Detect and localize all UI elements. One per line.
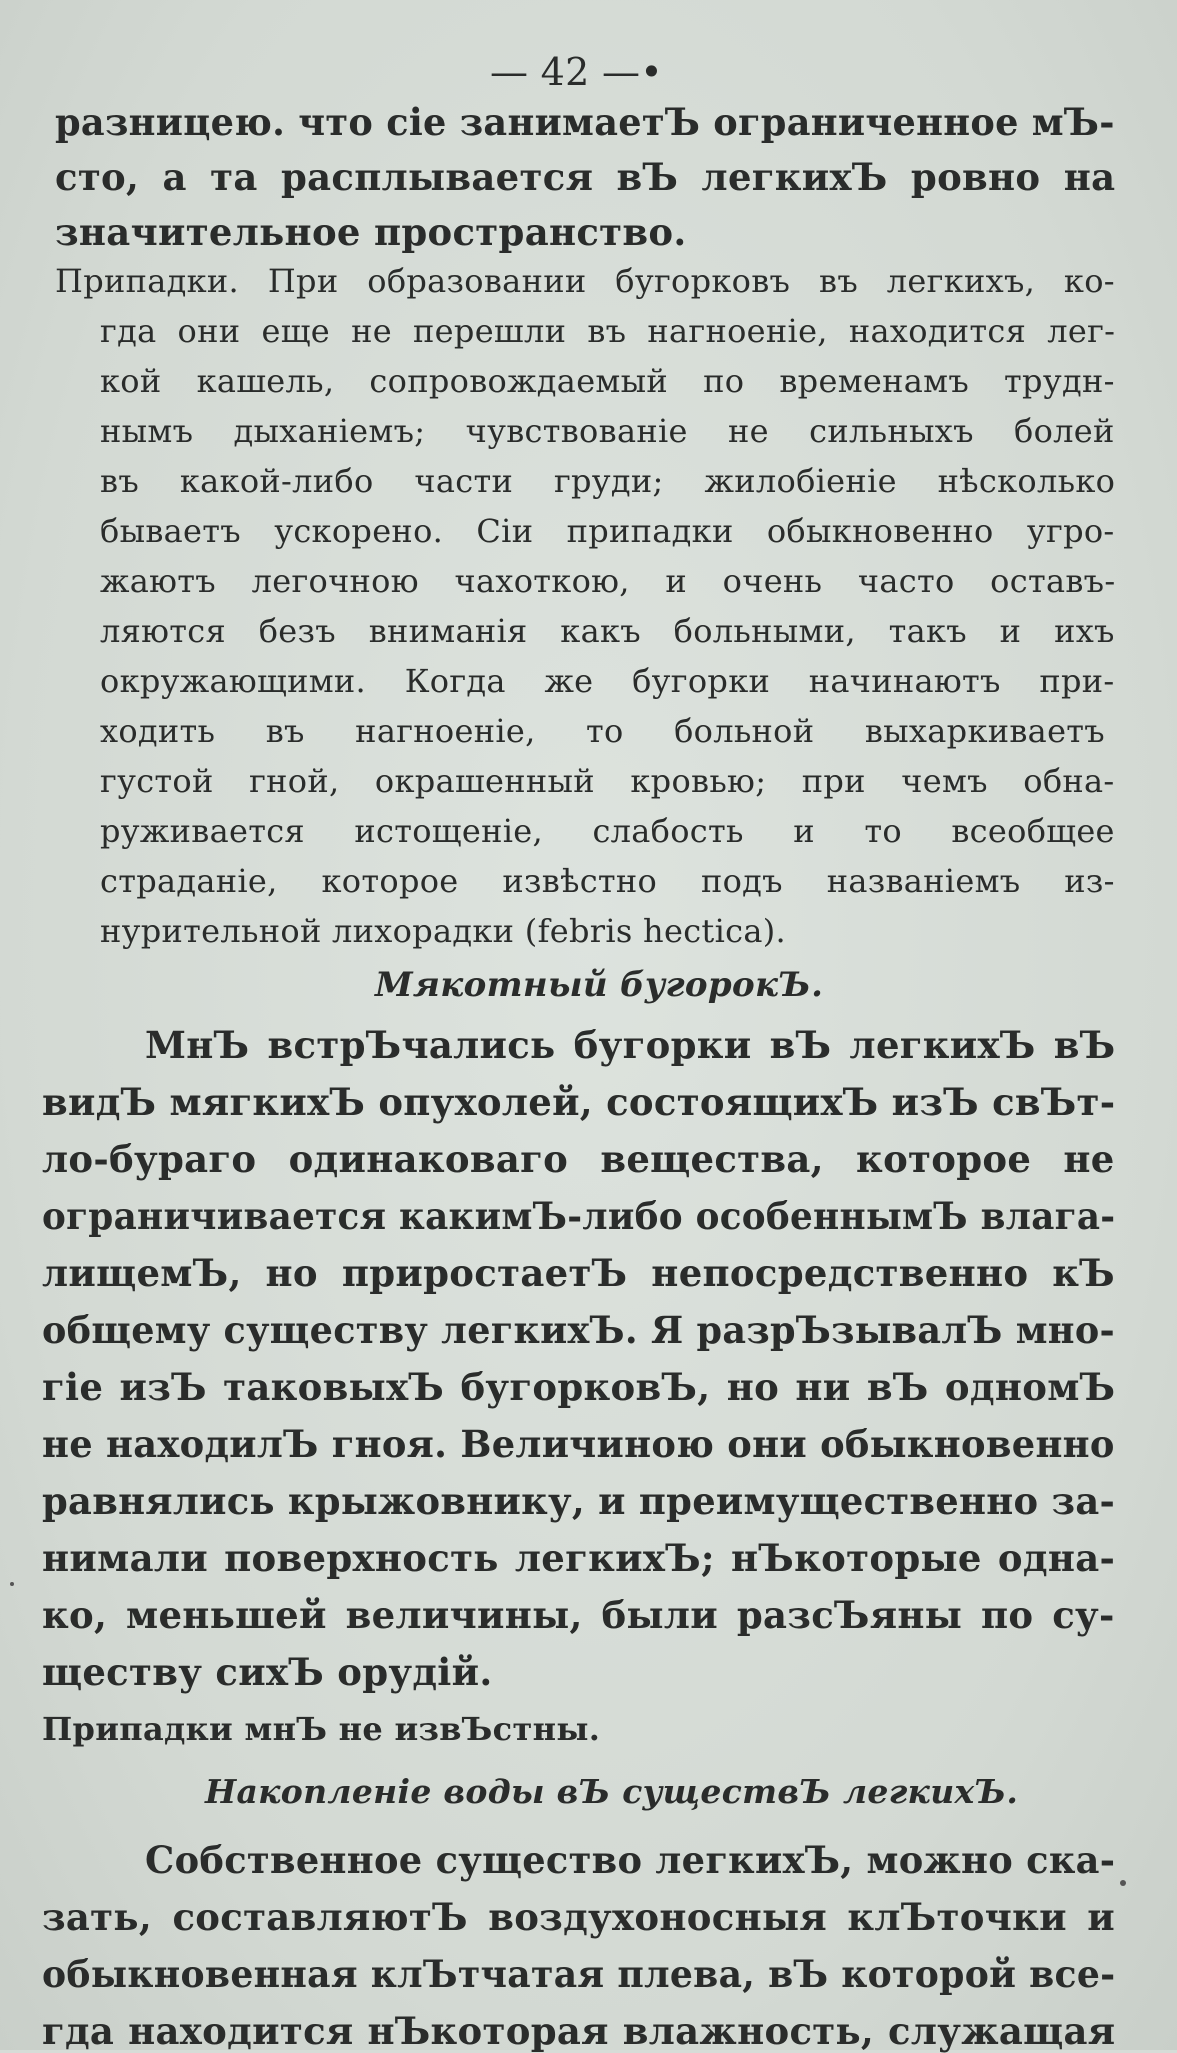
text-line: ограничивается какимЪ-либо особеннымЪ влага- bbox=[42, 1194, 1116, 1238]
text-line: обыкновенная клЪтчатая плева, вЪ которой все- bbox=[42, 1952, 1116, 1996]
text-line: гда находится нЪкоторая влажность, служащая bbox=[42, 2009, 1116, 2053]
text-line: равнялись крыжовнику, и преимущественно за- bbox=[42, 1479, 1116, 1523]
margin-speck bbox=[10, 1582, 14, 1586]
text-line: нымъ дыханіемъ; чувствованіе не сильныхъ болей bbox=[100, 412, 1115, 450]
text-line: жаютъ легочною чахоткою, и очень часто оставъ- bbox=[100, 562, 1116, 600]
text-line: Припадки. При образовании бугорковъ въ легкихъ, ко- bbox=[55, 262, 1115, 300]
text-line: ляются безъ вниманія какъ больными, такъ и ихъ bbox=[100, 612, 1115, 650]
text-line: Накопленіе воды вЪ существЪ легкихЪ. bbox=[205, 1772, 1019, 1811]
text-line: кой кашель, сопровождаемый по временамъ трудн- bbox=[100, 362, 1115, 400]
text-line: бываетъ ускорено. Сіи припадки обыкновенно угро- bbox=[100, 512, 1115, 550]
text-line: Мякотный бугорокЪ. bbox=[375, 965, 824, 1005]
text-line: не находилЪ гноя. Величиною они обыкновенно bbox=[42, 1422, 1115, 1466]
text-line: гіе изЪ таковыхЪ бугорковЪ, но ни вЪ одномЪ bbox=[42, 1365, 1116, 1409]
text-line: значительное пространство. bbox=[55, 210, 687, 254]
text-line: руживается истощеніе, слабость и то всеобщее bbox=[100, 812, 1115, 850]
text-line: общему существу легкихЪ. Я разрЪзывалЪ мно- bbox=[42, 1308, 1115, 1352]
text-line: страданіе, которое извѣстно подъ названіемъ из- bbox=[100, 862, 1115, 900]
page-number: — 42 —• bbox=[490, 50, 664, 94]
text-line: Собственное существо легкихЪ, можно ска- bbox=[145, 1838, 1116, 1882]
text-line: сто, а та расплывается вЪ легкихЪ ровно на bbox=[55, 155, 1116, 199]
margin-speck bbox=[1120, 1880, 1126, 1886]
text-line: зать, составляютЪ воздухоносныя клЪточки и bbox=[42, 1895, 1116, 1939]
text-line: лищемЪ, но приростаетЪ непосредственно кЪ bbox=[42, 1251, 1115, 1295]
text-line: окружающими. Когда же бугорки начинаютъ при- bbox=[100, 662, 1115, 700]
text-line: разницею. что сіе занимаетЪ ограниченное мЪ- bbox=[55, 100, 1115, 144]
text-line: нурительной лихорадки (febris hectica). bbox=[100, 912, 786, 950]
text-line: видЪ мягкихЪ опухолей, состоящихЪ изЪ свЪт- bbox=[42, 1080, 1116, 1124]
text-line: въ какой-либо части груди; жилобіеніе нѣсколько bbox=[100, 462, 1116, 500]
text-line: МнЪ встрЪчались бугорки вЪ легкихЪ вЪ bbox=[145, 1023, 1116, 1067]
text-line: гда они еще не перешли въ нагноеніе, находится лег- bbox=[100, 312, 1116, 350]
text-line: ходить въ нагноеніе, то больной выхаркиваетъ bbox=[100, 712, 1105, 750]
text-line: ко, меньшей величины, были разсЪяны по су- bbox=[42, 1593, 1115, 1637]
text-line: густой гной, окрашенный кровью; при чемъ обна- bbox=[100, 762, 1115, 800]
text-line: Припадки мнЪ не извЪстны. bbox=[42, 1710, 601, 1748]
text-line: ществу сихЪ орудій. bbox=[42, 1650, 493, 1694]
text-line: нимали поверхность легкихЪ; нЪкоторые одна- bbox=[42, 1536, 1116, 1580]
text-line: ло-бураго одинаковаго вещества, которое не bbox=[42, 1137, 1115, 1181]
